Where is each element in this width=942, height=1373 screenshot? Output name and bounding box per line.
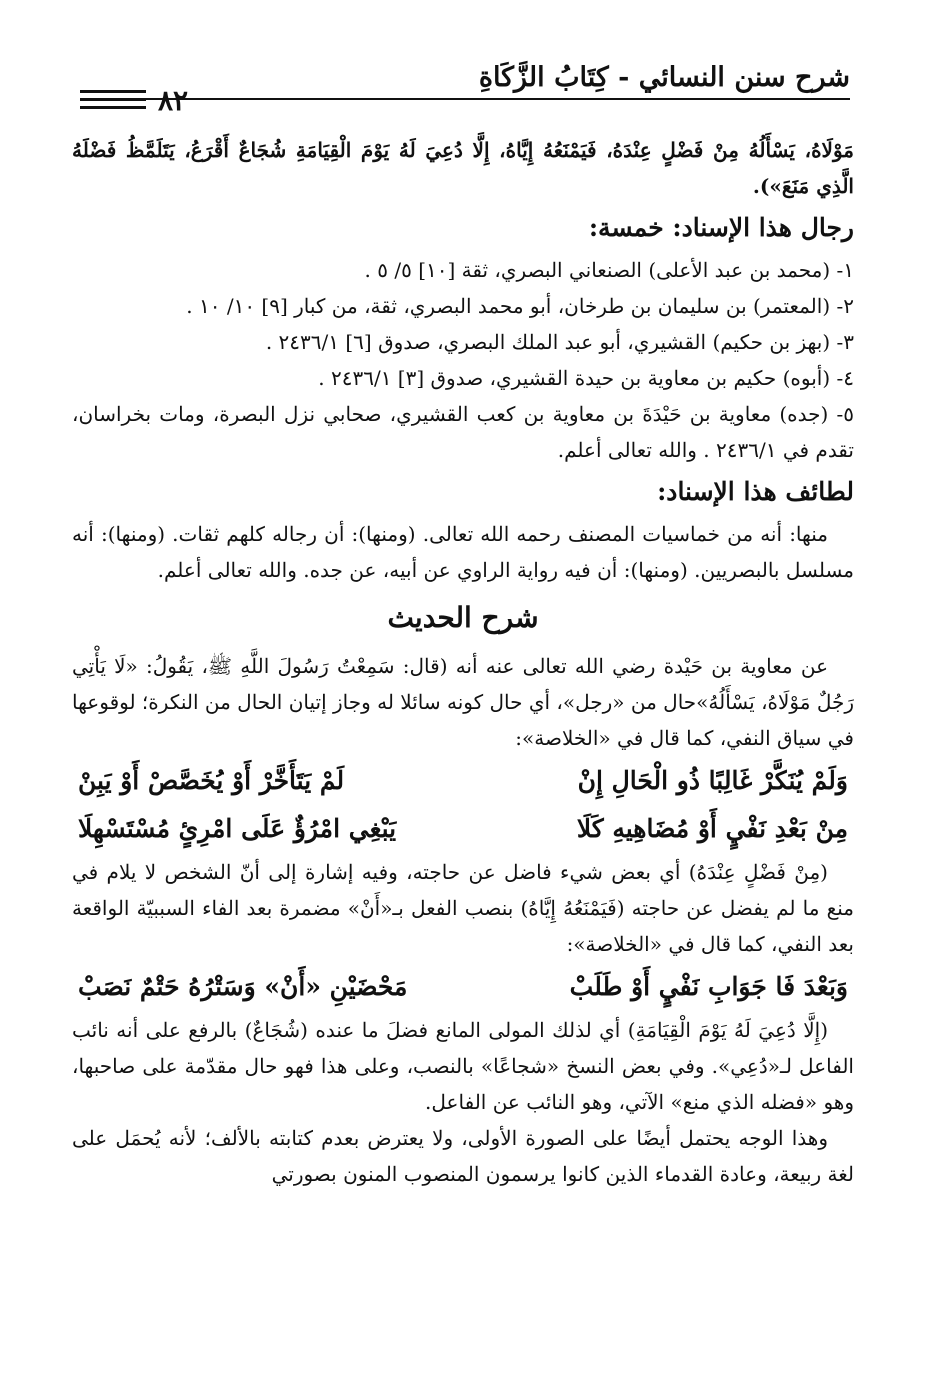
verse-hemistich: مِنْ بَعْدِ نَفْيٍ أَوْ مُضَاهِيهِ كَلَا — [576, 814, 848, 843]
paragraph: (مِنْ فَضْلٍ عِنْدَهُ) أي بعض شيء فاضل عن حاجته، وفيه إشارة إلى أنّ الشخص لا يلام في منع ما لم يفضل عن حاجته (فَيَمْنَعُهُ إِيَّاهُ) بنصب الفعل بـ«أَنْ» مضمرة بعد الفاء السببيّة الواقعة بعد النفي، كما قال في «الخلاصة»: — [72, 860, 854, 956]
verse-hemistich: لَمْ يَتَأَخَّرْ أَوْ يُخَصَّصْ أَوْ يَبِنْ — [78, 766, 345, 795]
header-rule-thick — [80, 106, 146, 109]
running-title: شرح سنن النسائي - كِتَابُ الزَّكَاةِ — [478, 62, 850, 93]
verse-hemistich: وَلَمْ يُنَكَّرْ غَالِبًا ذُو الْحَالِ إِنْ — [577, 766, 848, 795]
page-number: ٨٢ — [158, 84, 189, 117]
narrator-item: ٥- (جده) معاوية بن حَيْدَةَ بن معاوية بن كعب القشيري، صحابي نزل البصرة، ومات بخراسان، تقدم في ٢٤٣٦/١ . والله تعالى أعلم. — [72, 402, 854, 462]
hadith-text-continuation: مَوْلَاهُ، يَسْأَلُهُ مِنْ فَضْلٍ عِنْدَهُ، فَيَمْنَعُهُ إِيَّاهُ، إِلَّا دُعِيَ لَهُ يَوْمَ الْقِيَامَةِ شُجَاعٌ أَقْرَعُ، يَتَلَمَّظُ فَضْلَهُ الَّذِي مَنَعَ»). — [72, 138, 854, 198]
poetry-verse — [72, 758, 854, 804]
section-heading-explanation: شرح الحديث — [387, 601, 539, 634]
page-content — [72, 132, 854, 1192]
verse-hemistich: يَبْغِي امْرُؤٌ عَلَى امْرِئٍ مُسْتَسْهِلَا — [78, 814, 397, 843]
narrator-item: ٣- (بهز بن حكيم) القشيري، أبو عبد الملك البصري، صدوق [٦] ٢٤٣٦/١ . — [265, 330, 854, 354]
paragraph: (إِلَّا دُعِيَ لَهُ يَوْمَ الْقِيَامَةِ) أي لذلك المولى المانع فضلَ ما عنده (شُجَاعٌ) بالرفع على أنه نائب الفاعل لـ«دُعِي». وفي بعض النسخ «شجاعًا» بالنصب، وعلى هذا فهو حال مقدّمة على صاحبها، وهو «فضله الذي منع» الآتي، وهو النائب عن الفاعل. — [72, 1018, 854, 1114]
verse-hemistich: مَحْضَيْنِ «أَنْ» وَسَتْرُهُ حَتْمٌ نَصَبْ — [78, 972, 408, 1001]
section-heading-narrators: رجال هذا الإسناد: خمسة: — [588, 213, 854, 242]
page-header — [80, 62, 850, 117]
narrator-item: ٤- (أبوه) حكيم بن معاوية بن حيدة القشيري، صدوق [٣] ٢٤٣٦/١ . — [318, 366, 854, 390]
paragraph: منها: أنه من خماسيات المصنف رحمه الله تعالى. (ومنها): أن رجاله كلهم ثقات. (ومنها): أنه مسلسل بالبصريين. (ومنها): أن فيه رواية الراوي عن أبيه، عن جده. والله تعالى أعلم. — [72, 522, 854, 582]
header-rule-thick — [80, 98, 146, 101]
section-heading-subtleties: لطائف هذا الإسناد: — [657, 477, 854, 506]
narrator-item: ١- (محمد بن عبد الأعلى) الصنعاني البصري، ثقة [١٠] ٥/ ٥ . — [364, 258, 854, 282]
paragraph: وهذا الوجه يحتمل أيضًا على الصورة الأولى، ولا يعترض بعدم كتابته بالألف؛ لأنه يُحمَل على لغة ربيعة، وعادة القدماء الذين كانوا يرسمون المنصوب المنون بصورتي — [72, 1126, 854, 1186]
paragraph: عن معاوية بن حَيْدة رضي الله تعالى عنه أنه (قال: سَمِعْتُ رَسُولَ اللَّهِ ﷺ، يَقُولُ: «لَا يَأْتِي رَجُلٌ مَوْلَاهُ، يَسْأَلُهُ»حال من «رجل»، أي حال كونه سائلا له وجاز إتيان الحال من النكرة؛ لوقوعها في سياق النفي، كما قال في «الخلاصة»: — [71, 654, 854, 750]
narrator-item: ٢- (المعتمر) بن سليمان بن طرخان، أبو محمد البصري، ثقة، من كبار [٩] ١٠/ ١٠ . — [186, 294, 854, 318]
poetry-verse — [72, 964, 854, 1010]
header-rule — [80, 98, 850, 100]
poetry-verse — [72, 806, 854, 852]
header-rule-thick — [80, 90, 146, 93]
verse-hemistich: وَبَعْدَ فَا جَوَابِ نَفْيٍ أَوْ طَلَبْ — [569, 972, 848, 1001]
